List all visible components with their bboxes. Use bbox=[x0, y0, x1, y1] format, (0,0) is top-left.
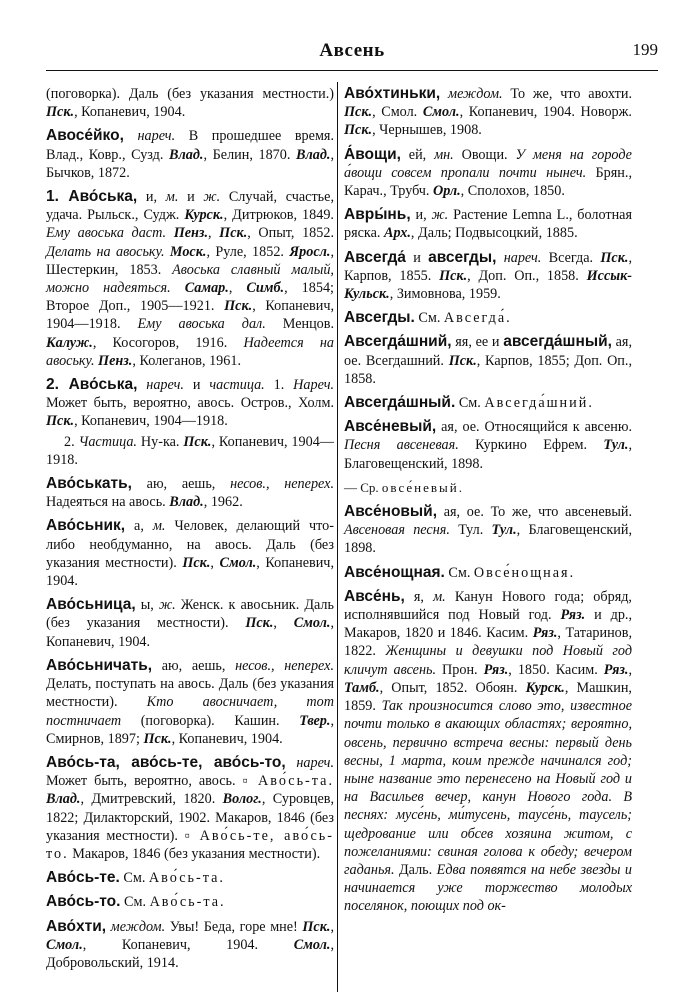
source-abbrev: Пск. bbox=[46, 413, 75, 430]
entry-text: См. bbox=[444, 564, 474, 581]
source-abbrev: Волог. bbox=[222, 791, 262, 808]
source-abbrev: Тул. bbox=[603, 437, 629, 454]
entry-text: , Смирнов, 1897; bbox=[46, 712, 334, 747]
entry-text: , Благовещенский, 1898. bbox=[344, 437, 633, 472]
source-abbrev: Пск. bbox=[448, 352, 477, 369]
entry-text: и bbox=[405, 249, 429, 266]
headword: Аво́сь-те. bbox=[46, 869, 120, 887]
grammar-label: нареч. bbox=[137, 377, 184, 394]
grammar-label: несов., неперех. bbox=[235, 657, 335, 674]
headword: Авосе́йко, bbox=[46, 127, 124, 145]
headword: 1. Аво́ська, bbox=[46, 188, 138, 206]
entry-text: , 1962. bbox=[203, 494, 243, 511]
entry-text: Прон. bbox=[436, 661, 484, 678]
example-text: Едва появятся на небе звезды и начинается уже торжество молодых поселянок, поющих под ок- bbox=[344, 861, 633, 915]
headword: Аво́ськать, bbox=[46, 475, 132, 493]
source-abbrev: Курск. bbox=[525, 679, 565, 696]
headword: Аво́сьница, bbox=[46, 596, 136, 614]
entry-text: , Зимовнова, 1959. bbox=[389, 286, 501, 303]
dictionary-entry bbox=[46, 517, 334, 590]
entry-text: и др., Макаров, 1820 и 1846. Касим. bbox=[344, 607, 633, 642]
source-abbrev: Иссык-Кульск. bbox=[344, 267, 632, 303]
entry-text: ая, ое. Всегдашний. bbox=[344, 334, 632, 369]
entry-text: , Чернышев, 1908. bbox=[372, 122, 482, 139]
source-abbrev: Смол. bbox=[219, 554, 257, 571]
dictionary-entry bbox=[344, 564, 632, 582]
entry-text: Надеяться на авось. bbox=[46, 494, 170, 511]
entry-text: , bbox=[273, 615, 294, 632]
entry-text: , Добровольский, 1914. bbox=[46, 936, 334, 971]
entry-text: Овощи. bbox=[453, 146, 516, 163]
source-abbrev: Пск. bbox=[46, 104, 75, 121]
dictionary-entry bbox=[46, 657, 334, 748]
headword: Авсегда́шный. bbox=[344, 394, 456, 412]
source-abbrev: Смол. bbox=[293, 936, 331, 953]
source-abbrev: Пск. bbox=[600, 249, 629, 266]
entry-text: См. bbox=[414, 310, 444, 327]
headword: Авсе́нь, bbox=[344, 587, 405, 605]
dictionary-entry bbox=[344, 206, 632, 242]
source-abbrev: Пск. bbox=[143, 730, 172, 747]
entry-text: Всегда. bbox=[541, 249, 601, 266]
entry-text: То же, что авохти. bbox=[502, 86, 632, 102]
entry-text: 2. bbox=[64, 433, 79, 450]
spaced-reference: Авсегда́шний. bbox=[484, 395, 594, 412]
entry-text: , Копаневич, 1904—1918. bbox=[46, 433, 334, 468]
entry-text: , bbox=[210, 554, 220, 571]
entry-text: , bbox=[628, 661, 632, 678]
entry-text: Куркино Ефрем. bbox=[458, 437, 604, 454]
source-abbrev: Твер. bbox=[299, 712, 331, 729]
entry-text: , Копаневич, 1904. bbox=[46, 615, 335, 650]
source-abbrev: Пск. bbox=[224, 298, 253, 315]
source-abbrev: Пск. bbox=[344, 122, 373, 139]
headword: А́вощи, bbox=[344, 145, 401, 163]
entry-text: , Благовещенский, 1898. bbox=[344, 522, 633, 557]
headword: Аво́сь-то. bbox=[46, 893, 121, 911]
dictionary-entry bbox=[344, 249, 632, 304]
entry-text: , bbox=[330, 918, 334, 935]
dictionary-entry bbox=[46, 433, 334, 469]
headword: Авсе́невый, bbox=[344, 418, 437, 436]
entry-text: Даль. bbox=[394, 861, 437, 878]
grammar-label: несов., неперех. bbox=[230, 476, 335, 493]
source-abbrev: Смол. bbox=[422, 104, 460, 121]
headword: авсегда́шный, bbox=[503, 333, 612, 351]
entry-text: , Бычков, 1872. bbox=[46, 146, 334, 181]
grammar-label: междом. bbox=[106, 918, 166, 935]
grammar-label: ж. bbox=[203, 189, 221, 206]
grammar-label: ж. bbox=[431, 207, 449, 224]
entry-text: , Копаневич, 1904—1918. bbox=[74, 413, 228, 430]
column-divider bbox=[337, 82, 338, 992]
grammar-label: нареч. bbox=[285, 754, 334, 771]
spaced-reference: Авсегда́. bbox=[443, 310, 512, 327]
entry-text: — Ср. bbox=[344, 479, 382, 495]
cross-reference bbox=[344, 479, 632, 497]
example-text: Так произносится слово это, известное почти только в акающих областях; вероятно, овсень, первично встреча весны: первый день весны, 1 марта, коим прежде начинался год; ныне название это перенесено на Новый год и на Васильев вечер, канун Нового года. В песнях: мусе́нь, ми́тусень, таусе́нь, таусель; щедрование или обсев хозяина житом, с пожеланиями: свиная голова к обеду; вечером гаданья. bbox=[344, 698, 632, 878]
source-abbrev: Калуж. bbox=[46, 334, 93, 351]
source-abbrev: Пск. bbox=[302, 918, 331, 935]
grammar-label: ж. bbox=[158, 597, 176, 614]
entry-text: Ну-ка. bbox=[136, 433, 184, 450]
entry-text: , Копаневич, 1904. bbox=[74, 104, 186, 121]
dictionary-entry bbox=[344, 503, 632, 558]
header-rule bbox=[46, 70, 658, 71]
dictionary-entry bbox=[46, 188, 334, 370]
example-text: Надеется на авоську. bbox=[46, 334, 334, 369]
entry-text bbox=[171, 280, 185, 296]
entry-text: , Карпов, 1855. bbox=[344, 249, 633, 284]
entry-text: Увы! Беда, горе мне! bbox=[165, 918, 303, 935]
headword: 2. Аво́ська, bbox=[46, 376, 138, 394]
entry-text bbox=[166, 225, 174, 241]
entry-text: Макаров, 1846 (без указания местности). bbox=[68, 845, 321, 862]
dictionary-entry bbox=[344, 333, 632, 388]
source-abbrev: Симб. bbox=[246, 280, 285, 297]
source-abbrev: Ряз. bbox=[483, 661, 509, 678]
entry-text: В прошедшее время. Влад., Ковр., Сузд. bbox=[46, 128, 335, 163]
dictionary-entry bbox=[46, 475, 334, 511]
entry-text: Менцов. bbox=[265, 316, 335, 333]
entry-text: 1. bbox=[264, 377, 294, 394]
entry-text: , Руле, 1852. bbox=[206, 243, 290, 260]
grammar-label: междом. bbox=[440, 86, 503, 102]
page-number: 199 bbox=[632, 40, 658, 59]
dictionary-entry bbox=[46, 918, 334, 973]
source-abbrev: Пск. bbox=[182, 554, 211, 571]
entry-text: , Белин, 1870. bbox=[203, 146, 297, 163]
entry-text: , Копаневич, 1904. bbox=[46, 554, 334, 590]
example-text: Делать на авоську. bbox=[46, 243, 165, 260]
spaced-reference: овсе́невый. bbox=[381, 479, 464, 495]
entry-text: , Татаринов, 1822. bbox=[344, 625, 633, 660]
entry-text: (поговорка). Кашин. bbox=[121, 712, 300, 729]
dictionary-entry bbox=[344, 146, 632, 201]
source-abbrev: Пск. bbox=[344, 104, 373, 121]
running-headword: Авсень bbox=[319, 40, 385, 61]
entry-text: Может быть, вероятно, авось. ▫ bbox=[46, 773, 258, 790]
entry-text: Человек, делающий что-либо необдуманно, на авось. Даль (без указания местности). bbox=[46, 518, 334, 571]
entry-text: , Доп. Оп., 1858. bbox=[467, 267, 587, 284]
example-text: У меня на городе а́вощи совсем пропали почти нынеч. bbox=[344, 146, 632, 181]
grammar-label: м. bbox=[433, 588, 446, 605]
spaced-reference: Аво́сь-та. bbox=[148, 870, 225, 887]
headword: авсегды, bbox=[428, 248, 497, 266]
entry-text: , Сполохов, 1850. bbox=[460, 183, 565, 200]
entry-text: , Даль; Подвысоцкий, 1885. bbox=[410, 225, 578, 242]
entry-text: , Машкин, 1859. bbox=[344, 679, 632, 715]
source-abbrev: Пенз. bbox=[98, 352, 133, 369]
entry-text: и bbox=[183, 377, 210, 394]
dictionary-entry bbox=[46, 85, 334, 121]
entry-text: я, bbox=[404, 588, 434, 605]
entry-text: См. bbox=[455, 395, 485, 412]
source-abbrev: Орл. bbox=[433, 183, 461, 200]
entry-text: , Суровцев, 1822; Дилакторский, 1902. Макаров, 1846 (без указания местности). ▫ bbox=[46, 791, 334, 844]
source-abbrev: Тамб. bbox=[344, 679, 380, 696]
entry-text: , Копаневич, 1904. Новорж. bbox=[459, 104, 632, 121]
dictionary-entry bbox=[344, 588, 632, 916]
entry-text: и bbox=[178, 189, 204, 206]
spaced-reference: Овсе́нощная. bbox=[473, 564, 576, 581]
source-abbrev: Яросл. bbox=[289, 243, 331, 260]
dictionary-entry bbox=[344, 394, 632, 412]
entry-text: , Копаневич, 1904. bbox=[82, 936, 294, 953]
entry-text: ей, bbox=[400, 146, 435, 163]
grammar-label: нареч. bbox=[123, 128, 176, 145]
entry-text: ы, bbox=[135, 597, 159, 614]
grammar-label: мн. bbox=[434, 146, 454, 163]
dictionary-entry bbox=[46, 376, 334, 431]
entry-text: а, bbox=[125, 518, 153, 535]
entry-text: , Дмитревский, 1820. bbox=[80, 791, 223, 808]
source-abbrev: Влад. bbox=[169, 494, 204, 511]
source-abbrev: Пск. bbox=[219, 225, 248, 242]
entry-text: и, bbox=[137, 189, 166, 206]
dictionary-entry bbox=[344, 85, 632, 140]
entry-text: Брян., Карач., Трубч. bbox=[344, 164, 632, 200]
source-abbrev: Влад. bbox=[296, 146, 331, 163]
entry-text: , Опыт, 1852. Обоян. bbox=[379, 679, 526, 696]
spaced-reference: Аво́сь-те, аво́сь-то. bbox=[46, 827, 334, 862]
source-abbrev: Самар. bbox=[184, 280, 229, 297]
entry-text: Канун Нового года; обряд, исполнявшийся под Новый год. bbox=[344, 588, 632, 624]
left-column bbox=[46, 85, 334, 978]
entry-text: , 1854; Второе Доп., 1905—1921. bbox=[46, 280, 334, 315]
example-text: Авоська славный малый, можно надеяться. bbox=[46, 261, 334, 297]
source-abbrev: Пск. bbox=[183, 433, 212, 450]
entry-text: , Опыт, 1852. bbox=[247, 225, 335, 242]
source-abbrev: Пск. bbox=[439, 267, 468, 284]
entry-text: , Копаневич, 1904—1918. bbox=[46, 298, 335, 333]
source-abbrev: Ряз. bbox=[560, 607, 586, 624]
headword: Авсе́новый, bbox=[344, 503, 438, 521]
source-abbrev: Моск. bbox=[169, 243, 207, 260]
grammar-label: Нареч. bbox=[293, 377, 335, 394]
entry-text: , Смол. bbox=[372, 104, 423, 121]
headword: Авры́нь, bbox=[344, 206, 411, 224]
headword: Авсегды. bbox=[344, 309, 415, 327]
spaced-reference: Аво́сь-та. bbox=[149, 894, 226, 911]
entry-text: , bbox=[208, 225, 220, 242]
entry-text: Может быть, вероятно, авось. Остров., Холм. bbox=[46, 395, 334, 412]
headword: Аво́сьничать, bbox=[46, 656, 153, 674]
example-text: Авсеновая песня. bbox=[344, 522, 450, 539]
entry-text: аю, аешь, bbox=[152, 657, 236, 674]
dictionary-entry bbox=[46, 893, 334, 911]
headword: Аво́хтиньки, bbox=[344, 85, 441, 102]
headword: Аво́сь-та, аво́сь-те, аво́сь-то, bbox=[46, 753, 286, 771]
entry-text: Тул. bbox=[449, 522, 492, 539]
source-abbrev: Смол. bbox=[293, 615, 331, 632]
dictionary-entry bbox=[46, 754, 334, 863]
example-text: Песня авсеневая. bbox=[344, 437, 459, 454]
headword: Аво́сьник, bbox=[46, 517, 126, 535]
entry-text: , 1850. Касим. bbox=[508, 661, 604, 678]
grammar-label: Частица. bbox=[78, 433, 137, 450]
entry-text: , Карпов, 1855; Доп. Оп., 1858. bbox=[344, 352, 632, 387]
grammar-label: нареч. bbox=[496, 249, 542, 266]
entry-text: (поговорка). Даль (без указания местности.) bbox=[46, 86, 334, 102]
example-text: Женщины и девушки под Новый год кличут авсень. bbox=[344, 643, 633, 678]
dictionary-entry bbox=[344, 309, 632, 327]
entry-text: Случай, счастье, удача. Рыльск., Судж. bbox=[46, 189, 334, 224]
headword: Авсегда́ bbox=[344, 248, 406, 266]
source-abbrev: Арх. bbox=[384, 225, 411, 242]
entry-text: ая, ое. То же, что авсеневый. bbox=[437, 504, 632, 521]
headword: Авсе́нощная. bbox=[344, 563, 445, 581]
entry-text: Делать, поступать на авось. Даль (без указания местности). bbox=[46, 676, 334, 711]
source-abbrev: Влад. bbox=[46, 791, 81, 808]
entry-text: См. bbox=[119, 870, 149, 887]
dictionary-entry bbox=[46, 127, 334, 182]
entry-text: Растение Lemna L., болотная ряска. bbox=[344, 207, 633, 242]
entry-text: , Копаневич, 1904. bbox=[171, 730, 283, 747]
entry-text: Женск. к авосьник. Даль (без указания местности). bbox=[46, 597, 334, 632]
example-text: Ему авоська даст. bbox=[46, 225, 167, 242]
entry-text: , bbox=[228, 280, 247, 297]
entry-text: аю, аешь, bbox=[131, 476, 231, 493]
example-text: Кто авосничает, тот постничает bbox=[46, 694, 334, 729]
entry-text: ая, ое. Относящийся к авсеню. bbox=[436, 419, 632, 436]
source-abbrev: Пск. bbox=[245, 615, 274, 632]
entry-text: и, bbox=[410, 207, 432, 224]
dictionary-entry bbox=[46, 869, 334, 887]
grammar-label: частица. bbox=[209, 377, 265, 394]
grammar-label: м. bbox=[165, 189, 179, 206]
spaced-reference: Аво́сь-та. bbox=[257, 773, 334, 790]
entry-text: , Колеганов, 1961. bbox=[132, 352, 241, 369]
headword: Аво́хти, bbox=[46, 917, 107, 935]
example-text: Ему авоська дал. bbox=[137, 316, 266, 333]
entry-text: яя, ее и bbox=[451, 334, 504, 351]
dictionary-entry bbox=[46, 596, 334, 651]
source-abbrev: Курск. bbox=[184, 207, 224, 224]
entry-text: , Дитрюков, 1849. bbox=[223, 207, 334, 224]
source-abbrev: Ряз. bbox=[603, 661, 629, 678]
right-column bbox=[344, 85, 632, 922]
source-abbrev: Влад. bbox=[169, 146, 204, 163]
grammar-label: м. bbox=[152, 518, 166, 535]
entry-text: , Шестеркин, 1853. bbox=[46, 243, 335, 278]
source-abbrev: Ряз. bbox=[532, 625, 558, 642]
source-abbrev: Смол. bbox=[46, 936, 83, 953]
source-abbrev: Пенз. bbox=[173, 225, 208, 242]
dictionary-entry bbox=[344, 418, 632, 473]
entry-text: , Косогоров, 1916. bbox=[92, 334, 244, 351]
page-header bbox=[46, 20, 658, 66]
entry-text: См. bbox=[120, 894, 150, 911]
source-abbrev: Тул. bbox=[491, 522, 517, 539]
headword: Авсегда́шний, bbox=[344, 333, 452, 351]
